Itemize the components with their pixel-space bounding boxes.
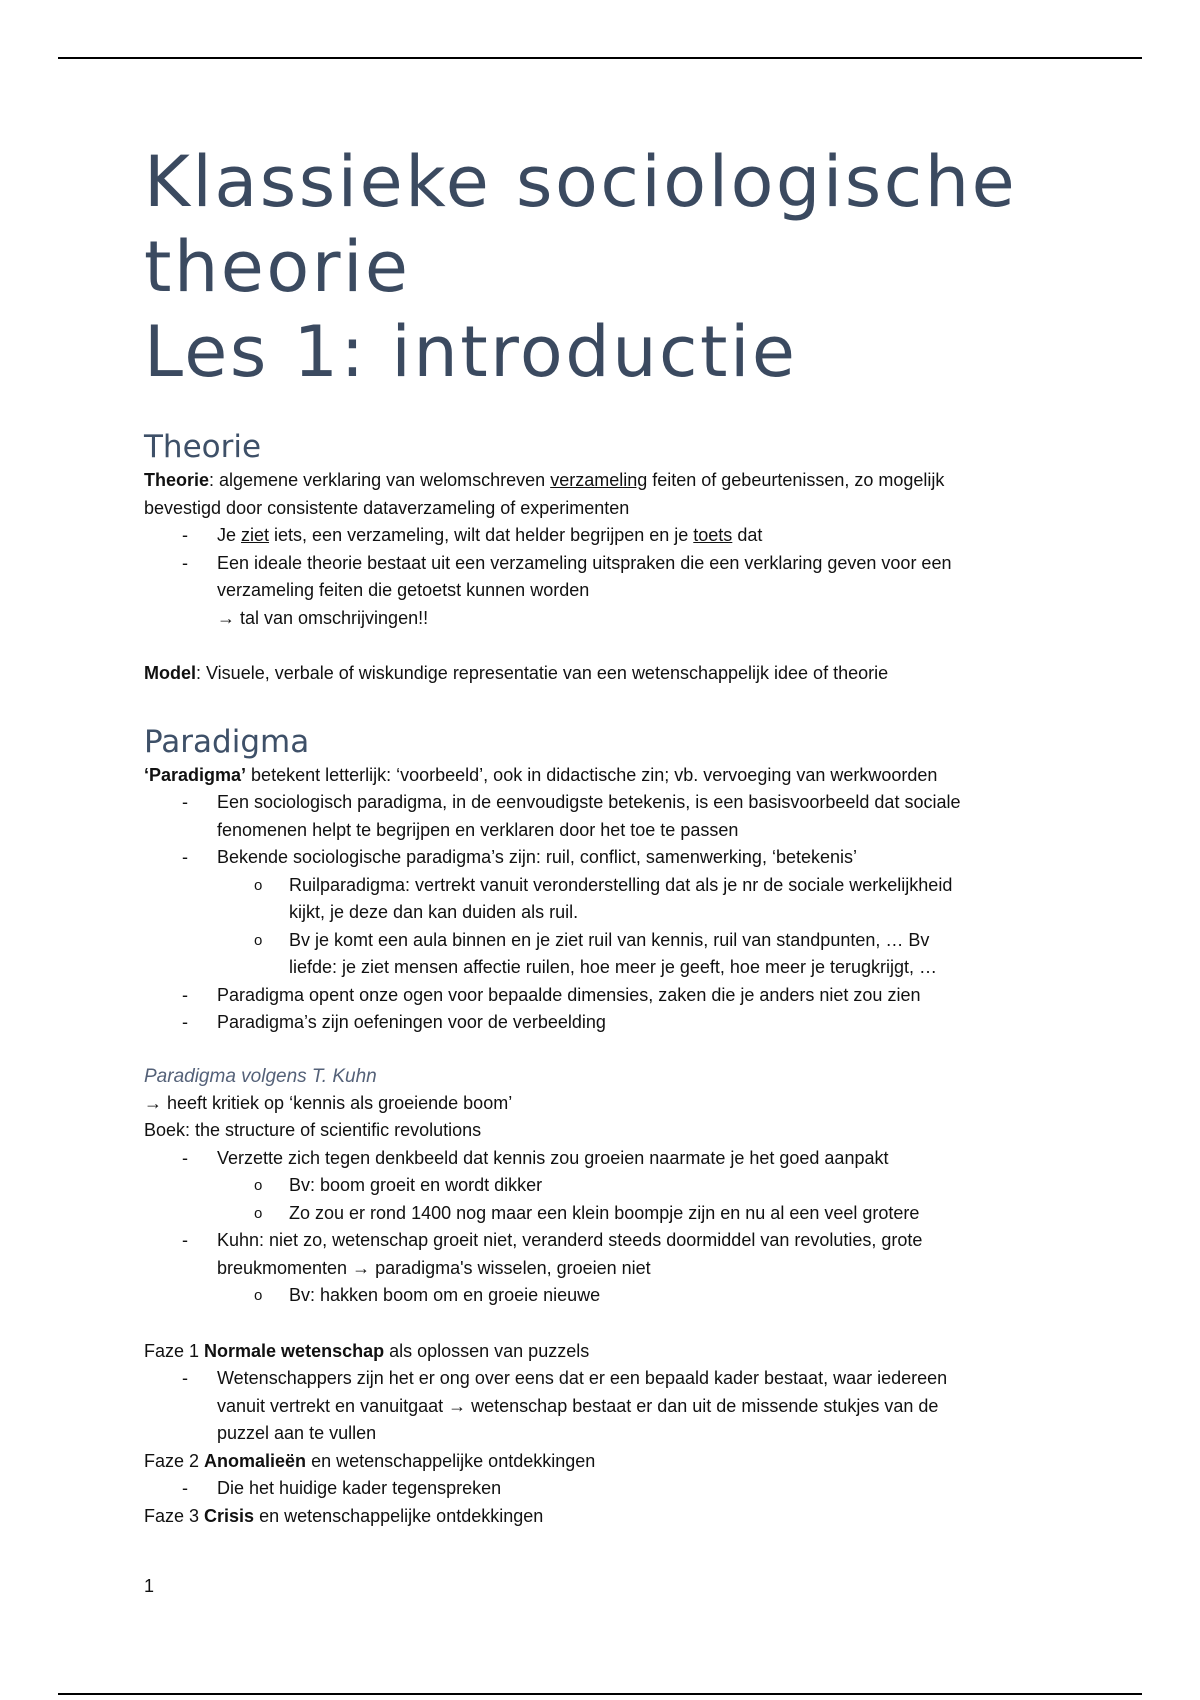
list-item: - Die het huidige kader tegenspreken <box>182 1478 502 1498</box>
heading-kuhn: Paradigma volgens T. Kuhn <box>144 1065 377 1087</box>
theorie-definition: Theorie: algemene verklaring van welomschreven verzameling feiten of gebeurtenissen, zo mogelijk <box>144 470 945 490</box>
list-item-cont: verzameling feiten die getoetst kunnen worden <box>217 580 590 600</box>
list-item: - Kuhn: niet zo, wetenschap groeit niet, veranderd steeds doormiddel van revoluties, grote <box>182 1230 923 1250</box>
page-number: 1 <box>144 1576 155 1596</box>
list-item: - Bekende sociologische paradigma’s zijn: ruil, conflict, samenwerking, ‘betekenis’ <box>182 847 857 867</box>
list-item-cont: puzzel aan te vullen <box>217 1423 377 1443</box>
sub-list-item-cont: liefde: je ziet mensen affectie ruilen, hoe meer je geeft, hoe meer je terugkrijgt, … <box>289 957 938 977</box>
faze-2: Faze 2 Anomalieën en wetenschappelijke ontdekkingen <box>144 1450 596 1471</box>
heading-paradigma: Paradigma <box>144 723 310 760</box>
kuhn-line: Boek: the structure of scientific revolutions <box>144 1120 482 1140</box>
list-item: - Paradigma opent onze ogen voor bepaalde dimensies, zaken die je anders niet zou zien <box>182 984 921 1005</box>
list-item-cont: vanuit vertrekt en vanuitgaat → wetenschap bestaat er dan uit de missende stukjes van de <box>217 1395 939 1416</box>
list-item: - Een sociologisch paradigma, in de eenvoudigste betekenis, is een basisvoorbeeld dat sociale <box>182 792 961 812</box>
bottom-rule <box>58 1693 1142 1695</box>
kuhn-line: → heeft kritiek op ‘kennis als groeiende boom’ <box>144 1092 513 1113</box>
top-rule <box>58 57 1142 59</box>
faze-3: Faze 3 Crisis en wetenschappelijke ontdekkingen <box>144 1505 544 1526</box>
theorie-definition-cont: bevestigd door consistente dataverzameling of experimenten <box>144 497 630 518</box>
list-item: - Verzette zich tegen denkbeeld dat kennis zou groeien naarmate je het goed aanpakt <box>182 1147 889 1168</box>
list-item: - Wetenschappers zijn het er ong over eens dat er een bepaald kader bestaat, waar iedereen <box>182 1368 948 1388</box>
paradigma-definition: ‘Paradigma’ betekent letterlijk: ‘voorbeeld’, ook in didactische zin; vb. vervoeging van werkwoorden <box>144 764 938 785</box>
list-item: - Paradigma’s zijn oefeningen voor de verbeelding <box>182 1012 606 1032</box>
list-item: - Je ziet iets, een verzameling, wilt dat helder begrijpen en je toets dat <box>182 525 763 545</box>
faze-1: Faze 1 Normale wetenschap als oplossen van puzzels <box>144 1340 590 1361</box>
sub-list-item: o Bv: hakken boom om en groeie nieuwe <box>254 1285 601 1305</box>
sub-list-item: o Ruilparadigma: vertrekt vanuit veronderstelling dat als je nr de sociale werkelijkheid <box>254 874 953 895</box>
heading-theorie: Theorie <box>144 429 262 465</box>
list-item-cont: → tal van omschrijvingen!! <box>217 607 429 628</box>
title-line-3: Les 1: introductie <box>144 311 798 393</box>
list-item-cont: breukmomenten → paradigma's wisselen, groeien niet <box>217 1257 651 1278</box>
sub-list-item: o Bv: boom groeit en wordt dikker <box>254 1175 543 1195</box>
document-title <box>144 140 1074 395</box>
sub-list-item: o Bv je komt een aula binnen en je ziet ruil van kennis, ruil van standpunten, … Bv <box>254 929 930 950</box>
list-item-cont: fenomenen helpt te begrijpen en verklaren door het toe te passen <box>217 819 739 840</box>
list-item: - Een ideale theorie bestaat uit een verzameling uitspraken die een verklaring geven voor een <box>182 552 952 573</box>
model-definition: Model: Visuele, verbale of wiskundige representatie van een wetenschappelijk idee of theorie <box>144 663 889 683</box>
sub-list-item-cont: kijkt, je deze dan kan duiden als ruil. <box>289 902 579 922</box>
document-page <box>144 140 1074 1530</box>
sub-list-item: o Zo zou er rond 1400 nog maar een klein boompje zijn en nu al een veel grotere <box>254 1202 920 1223</box>
title-line-1: Klassieke sociologische <box>144 141 1018 223</box>
title-line-2: theorie <box>144 226 411 308</box>
